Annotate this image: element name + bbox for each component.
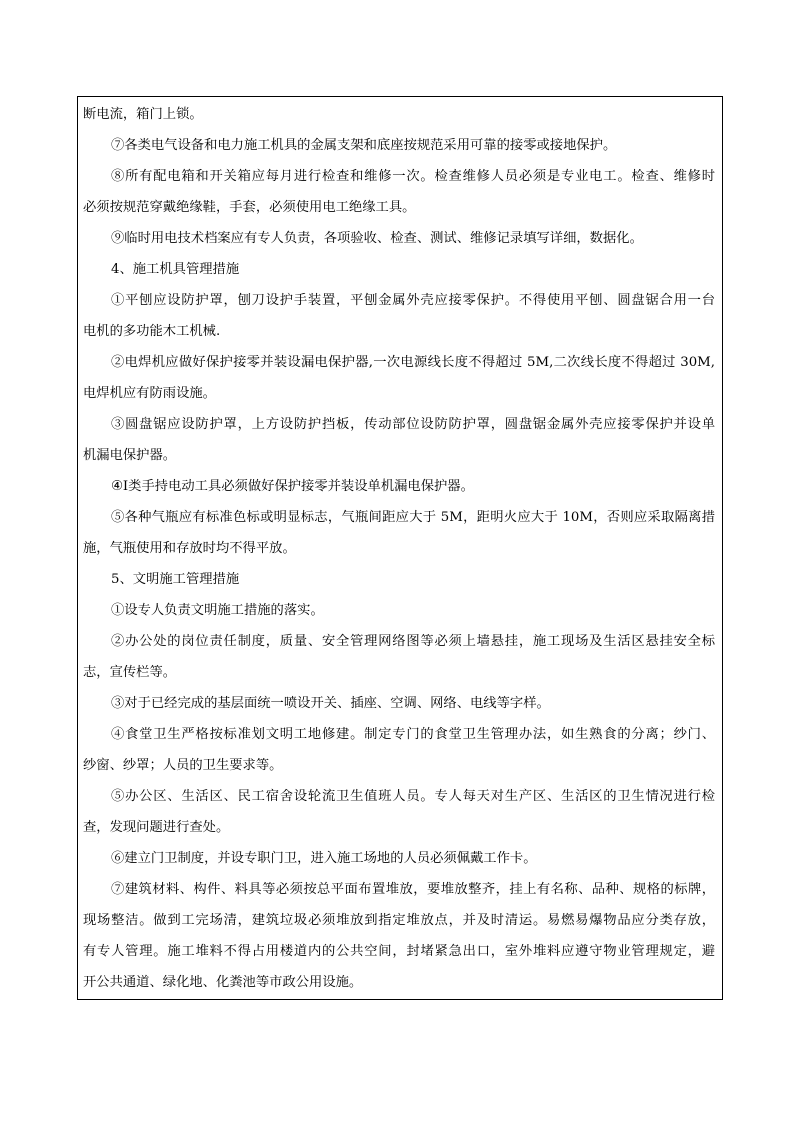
document-body (83, 99, 715, 998)
text-line: 开公共通道、绿化地、化粪池等市政公用设施。 (83, 975, 363, 990)
text-line: 纱窗、纱罩；人员的卫生要求等。 (83, 758, 283, 773)
text-line: ④食堂卫生严格按标准划文明工地修建。制定专门的食堂卫生管理办法，如生熟食的分离；纱门、 (111, 727, 715, 742)
text-line: 必须按规范穿戴绝缘鞋，手套，必须使用电工绝缘工具。 (83, 200, 416, 215)
text-line: ①设专人负责文明施工措施的落实。 (111, 603, 324, 618)
text-line: 电焊机应有防雨设施。 (83, 386, 216, 401)
text-line: ⑨临时用电技术档案应有专人负责，各项验收、检查、测试、维修记录填写详细，数据化。 (111, 231, 643, 246)
text-line: 施，气瓶使用和存放时均不得平放。 (83, 541, 296, 556)
text-line: ②办公处的岗位责任制度，质量、安全管理网络图等必须上墙悬挂，施工现场及生活区悬挂安全标 (111, 634, 715, 649)
text-line: ④Ⅰ类手持电动工具必须做好保护接零并装设单机漏电保护器。 (111, 479, 474, 494)
text-line: ⑤各种气瓶应有标准色标或明显标志，气瓶间距应大于 5M，距明火应大于 10M，否则应采取隔离措 (111, 510, 715, 525)
text-line: ⑦建筑材料、构件、料具等必须按总平面布置堆放，要堆放整齐，挂上有名称、品种、规格的标牌， (111, 882, 715, 897)
text-line: 5、文明施工管理措施 (111, 572, 240, 587)
text-line: ⑤办公区、生活区、民工宿舍设轮流卫生值班人员。专人每天对生产区、生活区的卫生情况进行检 (111, 789, 715, 804)
text-line: 机漏电保护器。 (83, 448, 177, 463)
text-line: ②电焊机应做好保护接零并装设漏电保护器,一次电源线长度不得超过 5M,二次线长度不得超过 30M, (111, 355, 715, 370)
text-line: 4、施工机具管理措施 (111, 262, 240, 277)
text-line: ⑥建立门卫制度，并设专职门卫，进入施工场地的人员必须佩戴工作卡。 (111, 851, 537, 866)
text-line: 断电流，箱门上锁。 (83, 107, 203, 122)
text-line: 现场整洁。做到工完场清，建筑垃圾必须堆放到指定堆放点，并及时清运。易燃易爆物品应分类存放， (83, 913, 715, 928)
text-line: 电机的多功能木工机械. (83, 324, 221, 339)
text-line: 有专人管理。施工堆料不得占用楼道内的公共空间，封堵紧急出口，室外堆料应遵守物业管理规定，避 (83, 944, 715, 959)
text-line: 志，宣传栏等。 (83, 665, 177, 680)
text-line: 查，发现问题进行查处。 (83, 820, 230, 835)
text-line: ①平刨应设防护罩，刨刀设护手装置，平刨金属外壳应接零保护。不得使用平刨、圆盘锯合用一台 (111, 293, 715, 308)
text-line: ⑦各类电气设备和电力施工机具的金属支架和底座按规范采用可靠的接零或接地保护。 (111, 138, 617, 153)
text-line: ③圆盘锯应设防护罩，上方设防护挡板，传动部位设防防护罩，圆盘锯金属外壳应接零保护并设单 (111, 417, 715, 432)
text-line: ⑧所有配电箱和开关箱应每月进行检查和维修一次。检查维修人员必须是专业电工。检查、维修时 (111, 169, 715, 184)
text-line: ③对于已经完成的基层面统一喷设开关、插座、空调、网络、电线等字样。 (111, 696, 550, 711)
document-text-box (77, 96, 723, 1000)
